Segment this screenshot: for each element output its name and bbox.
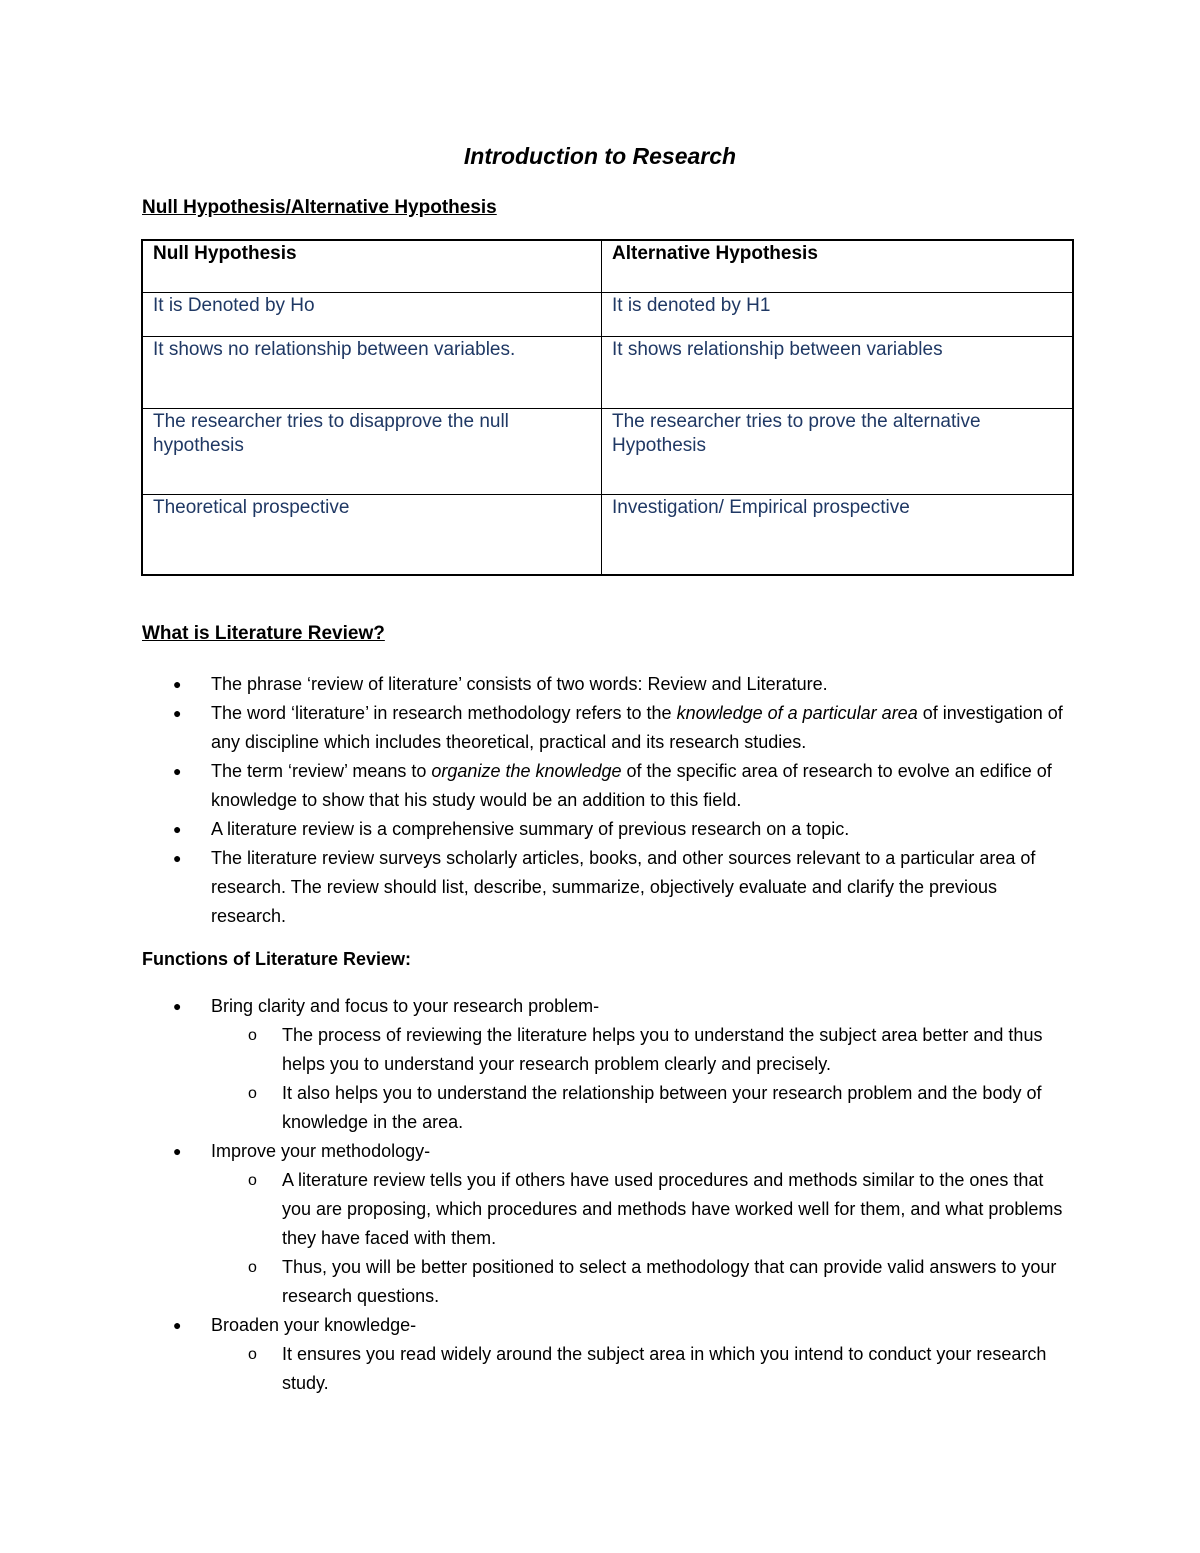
bullet-icon: ● [173, 998, 182, 1014]
table-cell: It shows no relationship between variables. [142, 337, 602, 409]
table-cell: The researcher tries to disapprove the null hypothesis [142, 409, 602, 495]
table-cell: It is denoted by H1 [602, 293, 1074, 337]
document-title: Introduction to Research [463, 143, 737, 169]
list-item-emphasis: organize the knowledge [431, 761, 622, 781]
sub-list-item [211, 1079, 1072, 1137]
list-item [142, 670, 1072, 699]
sub-list-item-text: The process of reviewing the literature helps you to understand the subject area better and thus helps you to understand your research problem clearly and precisely. [282, 1025, 1043, 1074]
bullet-icon: ● [173, 705, 182, 721]
bullet-icon: ● [173, 821, 182, 837]
sub-bullet-icon: o [248, 1346, 257, 1363]
sub-bullet-icon: o [248, 1172, 257, 1189]
list-item [142, 699, 1072, 757]
sub-list-item [211, 1166, 1072, 1253]
bullet-icon: ● [173, 676, 182, 692]
sub-list-item-text: It ensures you read widely around the subject area in which you intend to conduct your research study. [282, 1344, 1047, 1393]
list-item-text: of the specific area of research to evolve an edifice of knowledge to show that his study would be an addition to this field. [211, 761, 1052, 810]
table-cell: Theoretical prospective [142, 495, 602, 576]
functions-heading: Functions of Literature Review: [142, 949, 412, 969]
sub-list-item [211, 1253, 1072, 1311]
bullet-icon: ● [173, 1143, 182, 1159]
table-cell: The researcher tries to prove the alternative Hypothesis [602, 409, 1074, 495]
hypothesis-heading: Null Hypothesis/Alternative Hypothesis [142, 197, 497, 218]
sub-bullet-icon: o [248, 1085, 257, 1102]
table-row [142, 337, 1073, 409]
sub-list [211, 1340, 1072, 1398]
list-item-text: A literature review is a comprehensive summary of previous research on a topic. [211, 819, 850, 839]
bullet-icon: ● [173, 763, 182, 779]
list-item [142, 992, 1072, 1137]
table-header-alternative: Alternative Hypothesis [602, 240, 1074, 293]
list-item [142, 844, 1072, 931]
list-item-emphasis: knowledge of a particular area [676, 703, 918, 723]
list-item-text: The term ‘review’ means to [211, 761, 432, 781]
list-item-text: Bring clarity and focus to your research problem- [211, 996, 600, 1016]
list-item [142, 1137, 1072, 1311]
table-row [142, 293, 1073, 337]
sub-bullet-icon: o [248, 1259, 257, 1276]
sub-list-item [211, 1340, 1072, 1398]
table-header-null: Null Hypothesis [142, 240, 602, 293]
table-header-row [142, 240, 1073, 293]
sub-list-item-text: A literature review tells you if others have used procedures and methods similar to the ones that you are proposing, which procedures and methods have worked well for them, and what problems they have faced with them. [282, 1170, 1063, 1248]
sub-list [211, 1166, 1072, 1311]
bullet-icon: ● [173, 850, 182, 866]
list-item-text: The phrase ‘review of literature’ consists of two words: Review and Literature. [211, 674, 828, 694]
sub-list-item-text: It also helps you to understand the relationship between your research problem and the body of knowledge in the area. [282, 1083, 1042, 1132]
bullet-icon: ● [173, 1317, 182, 1333]
table-cell: It shows relationship between variables [602, 337, 1074, 409]
hypothesis-table [141, 239, 1074, 576]
list-item [142, 815, 1072, 844]
functions-bullet-list [142, 992, 1072, 1398]
sub-bullet-icon: o [248, 1027, 257, 1044]
list-item-text: The word ‘literature’ in research methodology refers to the [211, 703, 677, 723]
sub-list [211, 1021, 1072, 1137]
table-cell: It is Denoted by Ho [142, 293, 602, 337]
list-item-text: Improve your methodology- [211, 1141, 431, 1161]
table-cell: Investigation/ Empirical prospective [602, 495, 1074, 576]
list-item [142, 757, 1072, 815]
literature-bullet-list [142, 670, 1072, 931]
sub-list-item [211, 1021, 1072, 1079]
list-item-text: The literature review surveys scholarly articles, books, and other sources relevant to a particular area of research. The review should list, describe, summarize, objectively evaluate and clarify the previous research. [211, 848, 1036, 926]
list-item-text: of investigation of any discipline which includes theoretical, practical and its research studies. [211, 703, 1063, 752]
table-row [142, 495, 1073, 576]
list-item-text: Broaden your knowledge- [211, 1315, 417, 1335]
list-item [142, 1311, 1072, 1398]
literature-review-heading: What is Literature Review? [142, 623, 385, 644]
table-row [142, 409, 1073, 495]
sub-list-item-text: Thus, you will be better positioned to select a methodology that can provide valid answers to your research questions. [282, 1257, 1057, 1306]
